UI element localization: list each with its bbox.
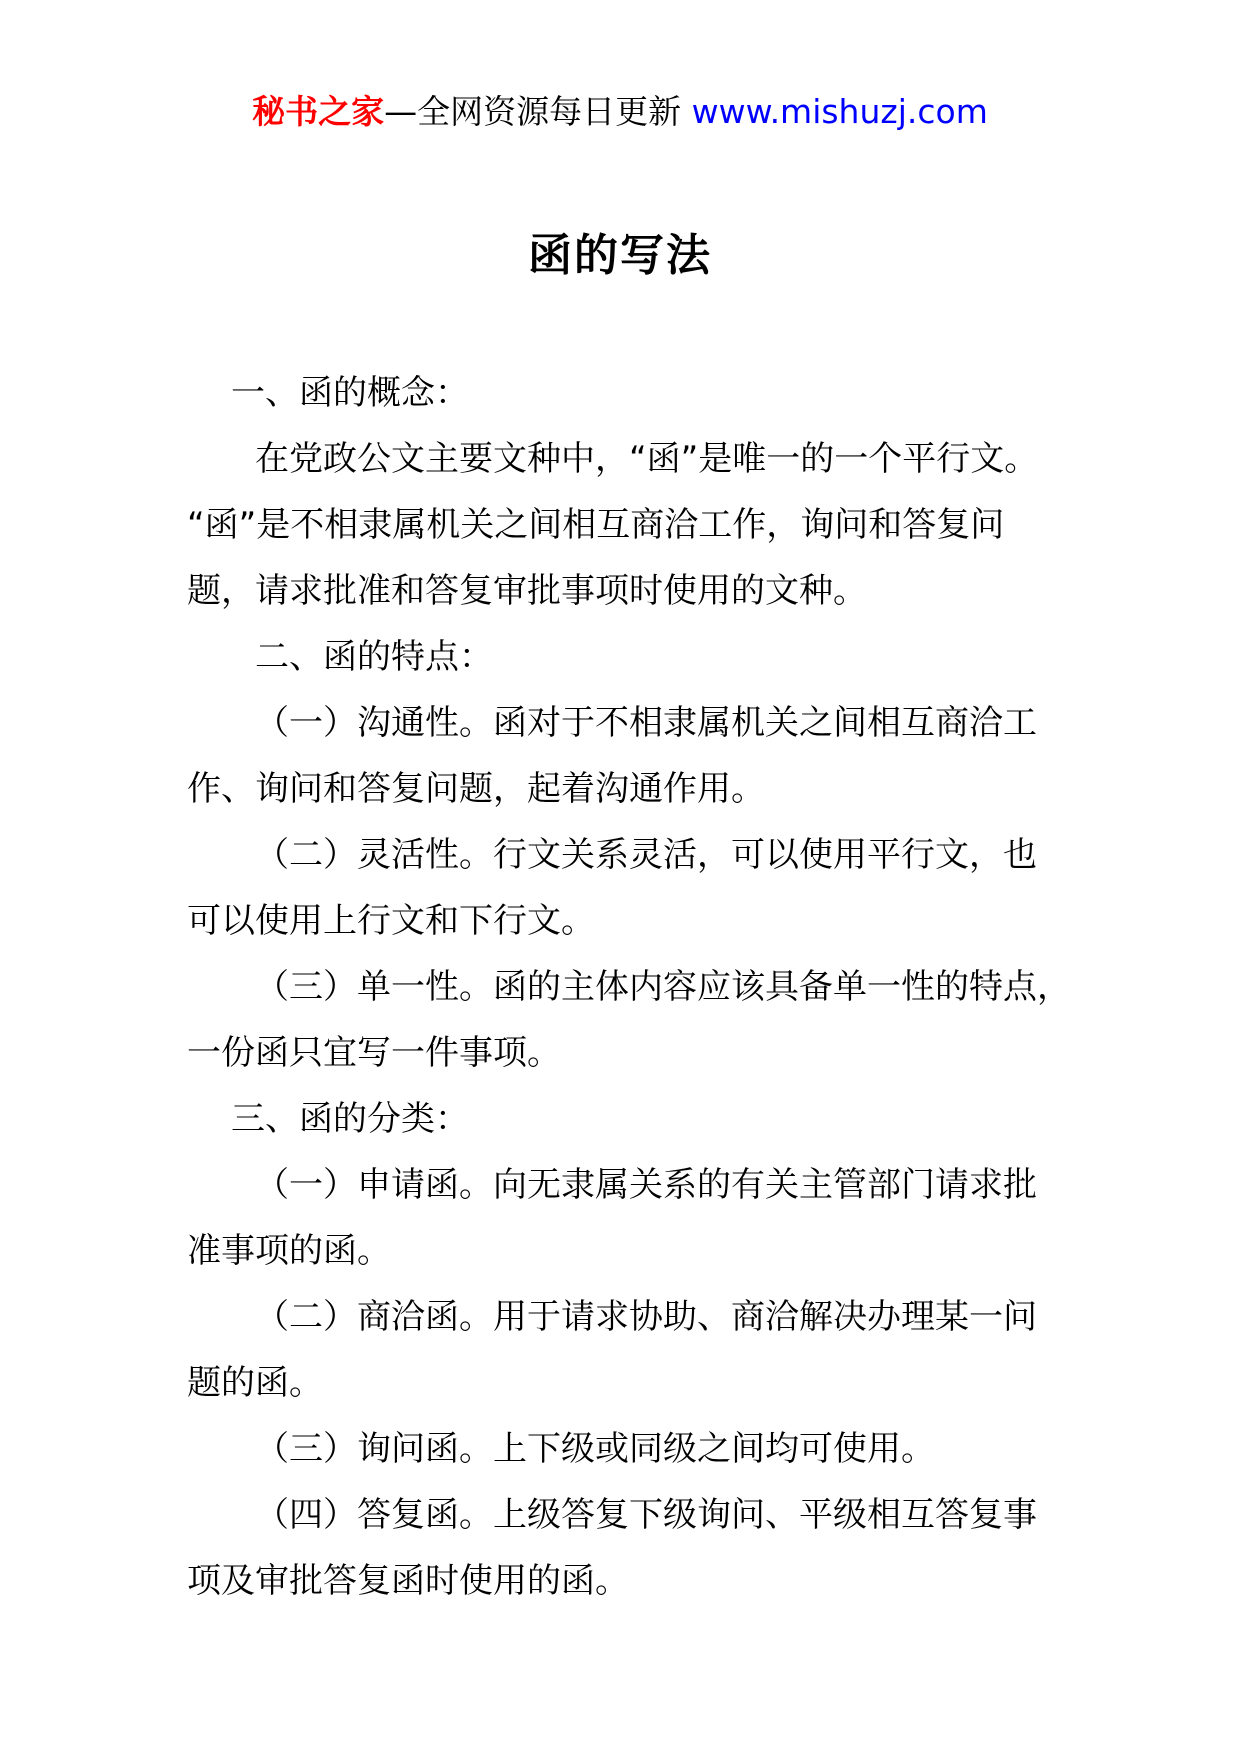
site-url-link[interactable]: www.mishuzj.com	[691, 92, 988, 131]
paragraph-line: （二）灵活性。行文关系灵活，可以使用平行文，也	[255, 835, 1037, 875]
heading-text: 一、函的概念：	[231, 373, 469, 413]
paragraph-line: 题，请求批准和答复审批事项时使用的文种。	[187, 571, 867, 611]
paragraph-line: 在党政公文主要文种中，“函”是唯一的一个平行文。	[255, 439, 1039, 479]
category-item-consultation	[187, 1284, 1067, 1416]
paragraph-line: （三）单一性。函的主体内容应该具备单一性的特点，	[255, 967, 1071, 1007]
paragraph-line: 一份函只宜写一件事项。	[187, 1033, 561, 1073]
paragraph-line: 可以使用上行文和下行文。	[187, 901, 595, 941]
site-header	[0, 88, 1240, 136]
heading-text: 二、函的特点：	[255, 637, 493, 677]
paragraph-line: （四）答复函。上级答复下级询问、平级相互答复事	[255, 1495, 1037, 1535]
section-heading-features	[187, 624, 1067, 690]
paragraph-line: （一）申请函。向无隶属关系的有关主管部门请求批	[255, 1165, 1037, 1205]
section-heading-categories	[187, 1086, 1067, 1152]
feature-item-flexibility	[187, 822, 1067, 954]
document-body	[187, 360, 1071, 1614]
feature-item-communication	[187, 690, 1067, 822]
site-brand: 秘书之家	[252, 92, 385, 131]
paragraph-line: “函”是不相隶属机关之间相互商洽工作，询问和答复问	[187, 505, 1005, 545]
category-item-reply	[187, 1482, 1067, 1614]
feature-item-singularity	[187, 954, 1071, 1086]
section-heading-concept	[187, 360, 1067, 426]
paragraph-line: （一）沟通性。函对于不相隶属机关之间相互商洽工	[255, 703, 1037, 743]
heading-text: 三、函的分类：	[231, 1099, 469, 1139]
paragraph-line: （二）商洽函。用于请求协助、商洽解决办理某一问	[255, 1297, 1037, 1337]
document-title: 函的写法	[528, 230, 712, 281]
paragraph-line: 题的函。	[187, 1363, 323, 1403]
paragraph-line: 项及审批答复函时使用的函。	[187, 1561, 629, 1601]
site-tagline: —全网资源每日更新	[384, 92, 692, 131]
paragraph-line: 准事项的函。	[187, 1231, 391, 1271]
category-item-inquiry	[187, 1416, 1067, 1482]
paragraph-line: 作、询问和答复问题，起着沟通作用。	[187, 769, 765, 809]
paragraph-line: （三）询问函。上下级或同级之间均可使用。	[255, 1429, 935, 1469]
concept-paragraph	[187, 426, 1067, 624]
category-item-application	[187, 1152, 1067, 1284]
